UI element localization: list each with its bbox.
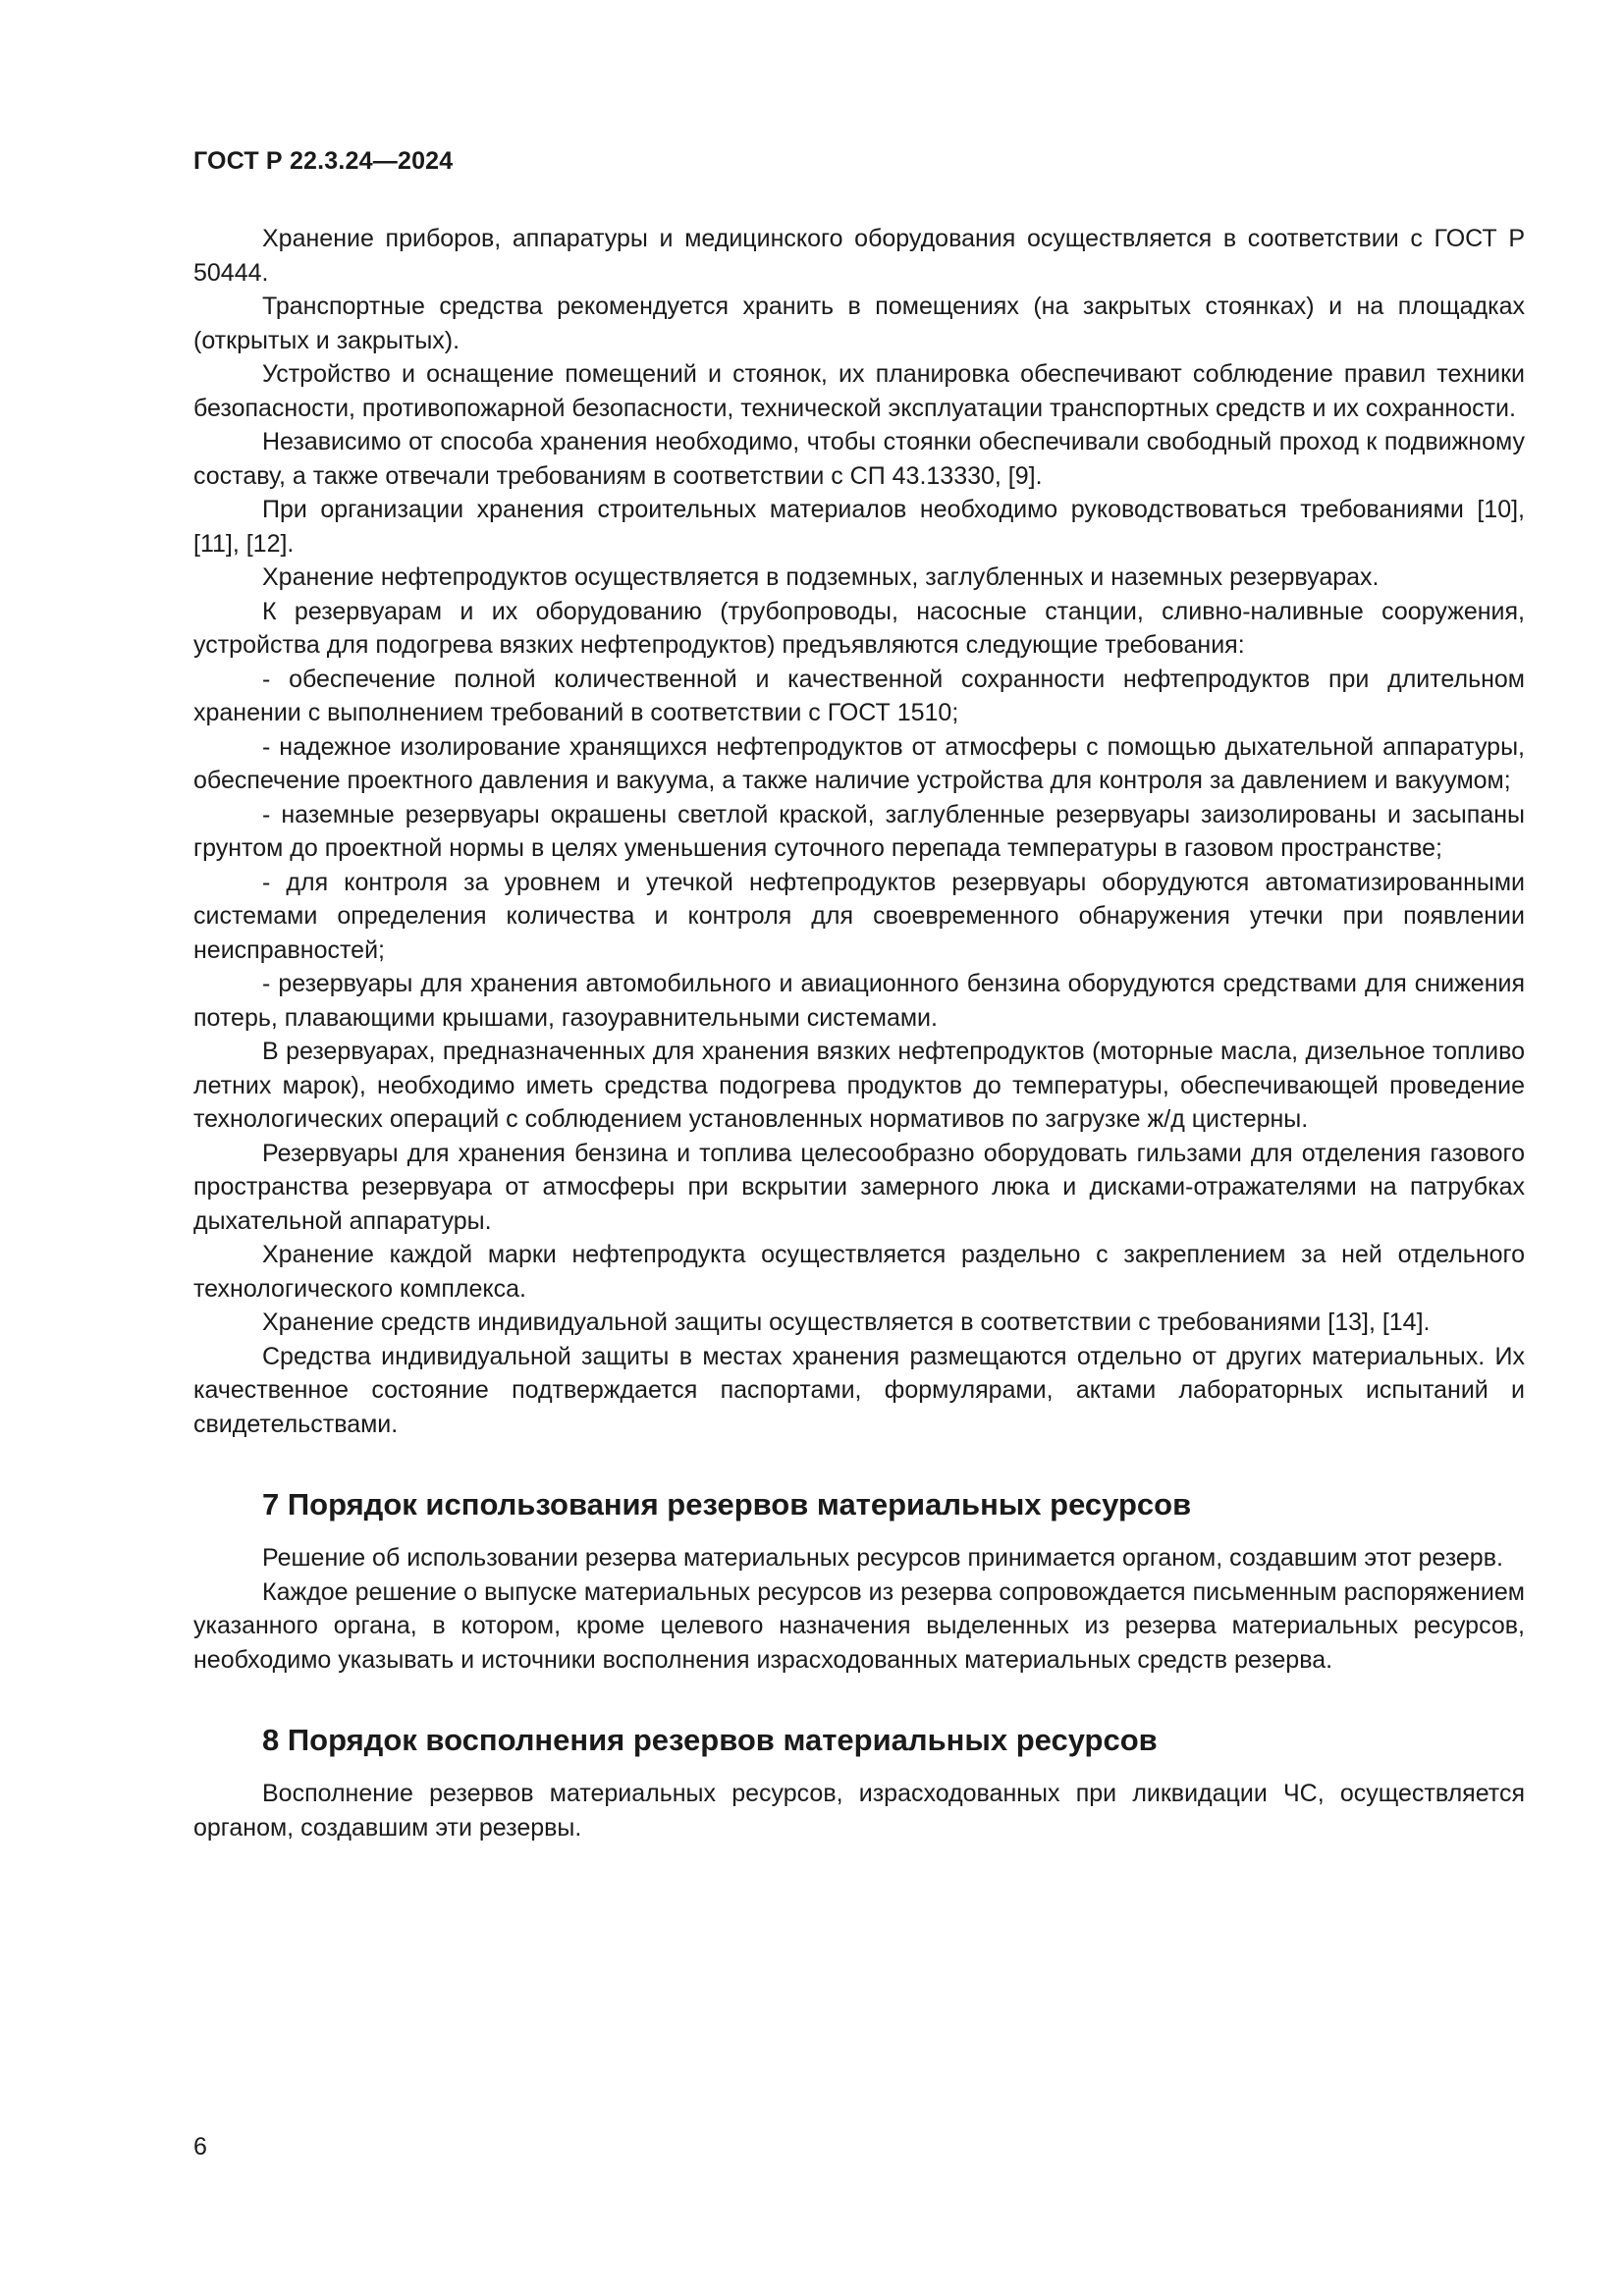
section-7-title: 7 Порядок использования резервов материальных ресурсов — [262, 1487, 1192, 1522]
list-item: - наземные резервуары окрашены светлой краской, заглубленные резервуары заизолированы и засыпаны грунтом до проектной нормы в целях уменьшения суточного перепада температуры в газовом пространстве; — [193, 800, 1525, 862]
paragraph: К резервуарам и их оборудованию (трубопроводы, насосные станции, сливно-наливные сооружения, устройства для подогрева вязких нефтепродуктов) предъявляются следующие требования: — [193, 597, 1525, 659]
section-8-title: 8 Порядок восполнения резервов материальных ресурсов — [262, 1723, 1158, 1757]
paragraph: Средства индивидуальной защиты в местах хранения размещаются отдельно от других материальных. Их качественное состояние подтверждается паспортами, формулярами, актами лабораторных испытаний и свидетельствами. — [193, 1342, 1525, 1438]
paragraph: Решение об использовании резерва материальных ресурсов принимается органом, создавшим этот резерв. — [262, 1544, 1503, 1572]
paragraph: Хранение каждой марки нефтепродукта осуществляется раздельно с закреплением за ней отдельного технологического комплекса. — [193, 1241, 1525, 1303]
paragraph: Восполнение резервов материальных ресурсов, израсходованных при ликвидации ЧС, осуществляется органом, создавшим эти резервы. — [193, 1780, 1525, 1842]
paragraph: Хранение приборов, аппаратуры и медицинского оборудования осуществляется в соответствии с ГОСТ Р 50444. — [193, 225, 1525, 287]
paragraph: Транспортные средства рекомендуется хранить в помещениях (на закрытых стоянках) и на площадках (открытых и закрытых). — [193, 293, 1525, 354]
paragraph: Хранение нефтепродуктов осуществляется в подземных, заглубленных и наземных резервуарах. — [262, 563, 1380, 591]
list-item: - резервуары для хранения автомобильного и авиационного бензина оборудуются средствами для снижения потерь, плавающими крышами, газоуравнительными системами. — [193, 970, 1525, 1032]
document-code-header: ГОСТ Р 22.3.24—2024 — [193, 147, 454, 175]
list-item: - надежное изолирование хранящихся нефтепродуктов от атмосферы с помощью дыхательной аппаратуры, обеспечение проектного давления и вакуума, а также наличие устройства для контроля за давлением и вакуумом; — [193, 732, 1525, 794]
paragraph: В резервуарах, предназначенных для хранения вязких нефтепродуктов (моторные масла, дизельное топливо летних марок), необходимо иметь средства подогрева продуктов до температуры, обеспечивающей проведение технологических операций с соблюдением установленных нормативов по загрузке ж/д цистерны. — [193, 1038, 1525, 1133]
page-number: 6 — [193, 2133, 207, 2161]
paragraph: Устройство и оснащение помещений и стоянок, их планировка обеспечивают соблюдение правил техники безопасности, противопожарной безопасности, технической эксплуатации транспортных средств и их сохранности. — [193, 360, 1525, 422]
list-item: - для контроля за уровнем и утечкой нефтепродуктов резервуары оборудуются автоматизированными системами определения количества и контроля для своевременного обнаружения утечки при появлении неисправностей; — [193, 868, 1525, 964]
paragraph: Каждое решение о выпуске материальных ресурсов из резерва сопровождается письменным распоряжением указанного органа, в котором, кроме целевого назначения выделенных из резерва материальных ресурсов, необходимо указывать и источники восполнения израсходованных материальных средств резерва. — [193, 1577, 1525, 1674]
document-body — [193, 222, 1525, 1844]
paragraph: При организации хранения строительных материалов необходимо руководствоваться требованиями [10], [11], [12]. — [193, 496, 1525, 558]
list-item: - обеспечение полной количественной и качественной сохранности нефтепродуктов при длительном хранении с выполнением требований в соответствии с ГОСТ 1510; — [193, 665, 1525, 726]
paragraph: Независимо от способа хранения необходимо, чтобы стоянки обеспечивали свободный проход к подвижному составу, а также отвечали требованиям в соответствии с СП 43.13330, [9]. — [193, 428, 1525, 490]
paragraph: Хранение средств индивидуальной защиты осуществляется в соответствии с требованиями [13], [14]. — [262, 1308, 1431, 1336]
paragraph: Резервуары для хранения бензина и топлива целесообразно оборудовать гильзами для отделения газового пространства резервуара от атмосферы при вскрытии замерного люка и дисками-отражателями на патрубках дыхательной аппаратуры. — [193, 1139, 1525, 1235]
